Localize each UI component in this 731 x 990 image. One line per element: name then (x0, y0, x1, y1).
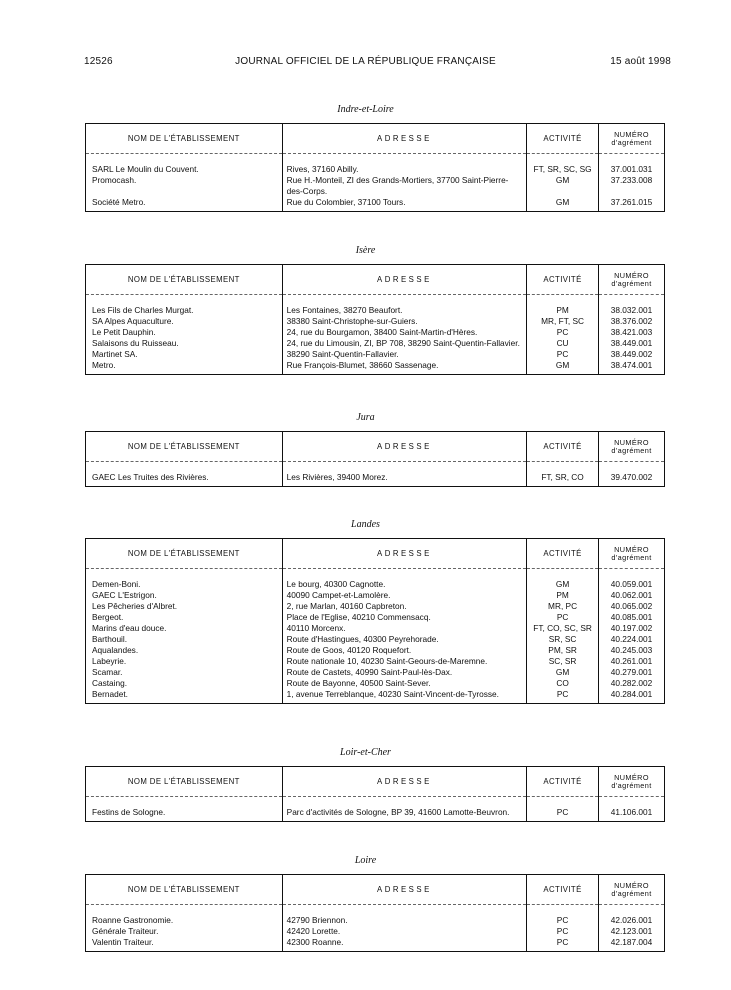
establishment-address: Rives, 37160 Abilly. (282, 164, 526, 175)
establishment-name: Labeyrie. (92, 656, 127, 666)
establishment-name: Les Pêcheries d'Albret. (92, 601, 178, 611)
column-header-activity: ACTIVITÉ (527, 124, 599, 154)
table-row (86, 305, 665, 316)
establishment-activity: MR, FT, SC (527, 316, 599, 327)
establishment-address: 42300 Roanne. (282, 937, 526, 948)
establishment-address: 42420 Lorette. (282, 926, 526, 937)
establishment-address: 38290 Saint-Quentin-Fallavier. (282, 349, 526, 360)
table-header-row (86, 265, 665, 295)
approval-number: 40.197.002 (599, 623, 665, 634)
column-header-activity: ACTIVITÉ (527, 265, 599, 295)
establishment-activity: PC (527, 807, 599, 818)
establishment-activity: PC (527, 937, 599, 948)
approval-number: 42.123.001 (599, 926, 665, 937)
establishment-name: Générale Traiteur. (92, 926, 159, 936)
establishment-address: 42790 Briennon. (282, 915, 526, 926)
establishment-address: 24, rue du Bourgamon, 38400 Saint-Martin-d'Hères. (282, 327, 526, 338)
approval-number: 37.261.015 (599, 197, 665, 208)
establishment-name: SARL Le Moulin du Couvent. (92, 164, 199, 174)
establishment-name: Bergeot. (92, 612, 124, 622)
column-header-name: NOM DE L'ÉTABLISSEMENT (86, 875, 283, 905)
establishment-address: Route d'Hastingues, 40300 Peyrehorade. (282, 634, 526, 645)
approval-number: 40.245.003 (599, 645, 665, 656)
establishment-activity: PC (527, 689, 599, 700)
column-header-number-line2: d'agrément (611, 445, 652, 455)
establishment-activity: PM (527, 305, 599, 316)
column-header-address: ADRESSE (282, 432, 526, 462)
table-row (86, 645, 665, 656)
column-header-number-line2: d'agrément (611, 888, 652, 898)
establishment-table (85, 874, 665, 952)
establishment-activity: PC (527, 349, 599, 360)
establishment-address: Route nationale 10, 40230 Saint-Geours-de-Maremne. (282, 656, 526, 667)
approval-number: 42.187.004 (599, 937, 665, 948)
establishment-address: Les Fontaines, 38270 Beaufort. (282, 305, 526, 316)
table-row (86, 197, 665, 208)
approval-number: 40.085.001 (599, 612, 665, 623)
table-row (86, 807, 665, 818)
establishment-activity: PC (527, 915, 599, 926)
table-row (86, 164, 665, 175)
establishment-table (85, 264, 665, 375)
approval-number: 39.470.002 (599, 472, 665, 483)
table-row (86, 678, 665, 689)
table-row (86, 689, 665, 700)
establishment-activity: SC, SR (527, 656, 599, 667)
column-header-address: ADRESSE (282, 875, 526, 905)
approval-number: 40.065.002 (599, 601, 665, 612)
approval-number: 38.376.002 (599, 316, 665, 327)
column-header-address: ADRESSE (282, 767, 526, 797)
column-header-activity: ACTIVITÉ (527, 539, 599, 569)
publication-date: 15 août 1998 (610, 56, 671, 67)
establishment-name: Le Petit Dauphin. (92, 327, 156, 337)
establishment-name: Salaisons du Ruisseau. (92, 338, 179, 348)
table-row (86, 349, 665, 360)
establishment-address: 2, rue Marlan, 40160 Capbreton. (282, 601, 526, 612)
column-header-name: NOM DE L'ÉTABLISSEMENT (86, 124, 283, 154)
establishment-activity: GM (527, 579, 599, 590)
establishment-table (85, 766, 665, 822)
column-header-number-line1: NUMÉRO (614, 772, 649, 782)
establishment-address: Le bourg, 40300 Cagnotte. (282, 579, 526, 590)
establishment-name: Valentin Traiteur. (92, 937, 154, 947)
table-header-row (86, 875, 665, 905)
establishment-address: Route de Castets, 40990 Saint-Paul-lès-Dax. (282, 667, 526, 678)
approval-number: 37.233.008 (599, 175, 665, 197)
column-header-number (599, 265, 665, 295)
column-header-number-line2: d'agrément (611, 278, 652, 288)
establishment-activity: MR, PC (527, 601, 599, 612)
establishment-address: 1, avenue Terreblanque, 40230 Saint-Vincent-de-Tyrosse. (282, 689, 526, 700)
establishment-address: Route de Bayonne, 40500 Saint-Sever. (282, 678, 526, 689)
establishment-activity: GM (527, 360, 599, 371)
table-row (86, 656, 665, 667)
column-header-address: ADRESSE (282, 124, 526, 154)
establishment-name: Scamar. (92, 667, 123, 677)
column-header-address: ADRESSE (282, 265, 526, 295)
approval-number: 40.224.001 (599, 634, 665, 645)
table-row (86, 634, 665, 645)
approval-number: 38.421.003 (599, 327, 665, 338)
table-row (86, 937, 665, 948)
establishment-name: Roanne Gastronomie. (92, 915, 174, 925)
table-row (86, 601, 665, 612)
establishment-activity: PM (527, 590, 599, 601)
column-header-activity: ACTIVITÉ (527, 767, 599, 797)
column-header-name: NOM DE L'ÉTABLISSEMENT (86, 539, 283, 569)
establishment-address: Place de l'Eglise, 40210 Commensacq. (282, 612, 526, 623)
establishment-activity: CO (527, 678, 599, 689)
section-title: Landes (351, 519, 380, 530)
establishment-activity: PM, SR (527, 645, 599, 656)
establishment-address: Rue du Colombier, 37100 Tours. (282, 197, 526, 208)
approval-number: 38.474.001 (599, 360, 665, 371)
section-title: Jura (356, 412, 375, 423)
approval-number: 40.062.001 (599, 590, 665, 601)
establishment-name: GAEC Les Truites des Rivières. (92, 472, 209, 482)
journal-title: JOURNAL OFFICIEL DE LA RÉPUBLIQUE FRANÇAISE (235, 56, 496, 67)
column-header-name: NOM DE L'ÉTABLISSEMENT (86, 265, 283, 295)
column-header-number-line1: NUMÉRO (614, 544, 649, 554)
approval-number: 41.106.001 (599, 807, 665, 818)
establishment-address: 38380 Saint-Christophe-sur-Guiers. (282, 316, 526, 327)
approval-number: 40.261.001 (599, 656, 665, 667)
column-header-number (599, 124, 665, 154)
column-header-number-line2: d'agrément (611, 780, 652, 790)
column-header-number (599, 432, 665, 462)
establishment-activity: GM (527, 175, 599, 197)
approval-number: 40.279.001 (599, 667, 665, 678)
section-title: Indre-et-Loire (337, 104, 394, 115)
establishment-address: 24, rue du Limousin, ZI, BP 708, 38290 Saint-Quentin-Fallavier. (282, 338, 526, 349)
column-header-number-line1: NUMÉRO (614, 129, 649, 139)
establishment-table (85, 538, 665, 704)
table-row (86, 472, 665, 483)
table-header-row (86, 124, 665, 154)
establishment-address: Parc d'activités de Sologne, BP 39, 41600 Lamotte-Beuvron. (282, 807, 526, 818)
table-row (86, 175, 665, 197)
table-row (86, 338, 665, 349)
page-number: 12526 (84, 56, 113, 67)
section-title: Loire (354, 855, 377, 866)
approval-number: 37.001.031 (599, 164, 665, 175)
column-header-number-line2: d'agrément (611, 137, 652, 147)
establishment-table (85, 431, 665, 487)
table-row (86, 667, 665, 678)
establishment-address: 40110 Morcenx. (282, 623, 526, 634)
section-title: Isère (355, 245, 376, 256)
column-header-number-line1: NUMÉRO (614, 437, 649, 447)
establishment-name: Société Metro. (92, 197, 146, 207)
establishment-activity: GM (527, 667, 599, 678)
approval-number: 40.284.001 (599, 689, 665, 700)
establishment-address: Rue H.-Monteil, ZI des Grands-Mortiers, 37700 Saint-Pierre-des-Corps. (282, 175, 526, 197)
establishment-name: Castaing. (92, 678, 128, 688)
approval-number: 40.059.001 (599, 579, 665, 590)
table-row (86, 590, 665, 601)
column-header-name: NOM DE L'ÉTABLISSEMENT (86, 432, 283, 462)
establishment-name: Aqualandes. (92, 645, 139, 655)
establishment-name: Marins d'eau douce. (92, 623, 167, 633)
table-row (86, 327, 665, 338)
column-header-address: ADRESSE (282, 539, 526, 569)
approval-number: 38.032.001 (599, 305, 665, 316)
approval-number: 40.282.002 (599, 678, 665, 689)
column-header-number (599, 875, 665, 905)
table-row (86, 579, 665, 590)
establishment-table (85, 123, 665, 212)
column-header-number-line1: NUMÉRO (614, 270, 649, 280)
column-header-number (599, 767, 665, 797)
establishment-activity: SR, SC (527, 634, 599, 645)
establishment-name: Promocash. (92, 175, 137, 185)
establishment-activity: CU (527, 338, 599, 349)
column-header-number-line1: NUMÉRO (614, 880, 649, 890)
establishment-name: Barthouil. (92, 634, 128, 644)
establishment-name: SA Alpes Aquaculture. (92, 316, 174, 326)
establishment-activity: PC (527, 926, 599, 937)
approval-number: 38.449.001 (599, 338, 665, 349)
establishment-activity: FT, CO, SC, SR (527, 623, 599, 634)
column-header-number (599, 539, 665, 569)
table-header-row (86, 432, 665, 462)
table-row (86, 360, 665, 371)
table-header-row (86, 767, 665, 797)
approval-number: 38.449.002 (599, 349, 665, 360)
column-header-number-line2: d'agrément (611, 552, 652, 562)
establishment-name: Martinet SA. (92, 349, 138, 359)
establishment-name: Les Fils de Charles Murgat. (92, 305, 194, 315)
approval-number: 42.026.001 (599, 915, 665, 926)
table-row (86, 612, 665, 623)
establishment-activity: FT, SR, SC, SG (527, 164, 599, 175)
establishment-activity: GM (527, 197, 599, 208)
establishment-activity: FT, SR, CO (527, 472, 599, 483)
section-title: Loir-et-Cher (340, 747, 391, 758)
establishment-name: Metro. (92, 360, 116, 370)
establishment-activity: PC (527, 612, 599, 623)
establishment-name: Festins de Sologne. (92, 807, 166, 817)
column-header-activity: ACTIVITÉ (527, 875, 599, 905)
establishment-name: Demen-Boni. (92, 579, 141, 589)
establishment-activity: PC (527, 327, 599, 338)
column-header-name: NOM DE L'ÉTABLISSEMENT (86, 767, 283, 797)
table-row (86, 915, 665, 926)
establishment-name: GAEC L'Estrigon. (92, 590, 157, 600)
table-header-row (86, 539, 665, 569)
table-row (86, 623, 665, 634)
column-header-activity: ACTIVITÉ (527, 432, 599, 462)
establishment-address: Les Rivières, 39400 Morez. (282, 472, 526, 483)
establishment-address: 40090 Campet-et-Lamolère. (282, 590, 526, 601)
establishment-name: Bernadet. (92, 689, 128, 699)
establishment-address: Rue François-Blumet, 38660 Sassenage. (282, 360, 526, 371)
establishment-address: Route de Goos, 40120 Roquefort. (282, 645, 526, 656)
table-row (86, 926, 665, 937)
table-row (86, 316, 665, 327)
